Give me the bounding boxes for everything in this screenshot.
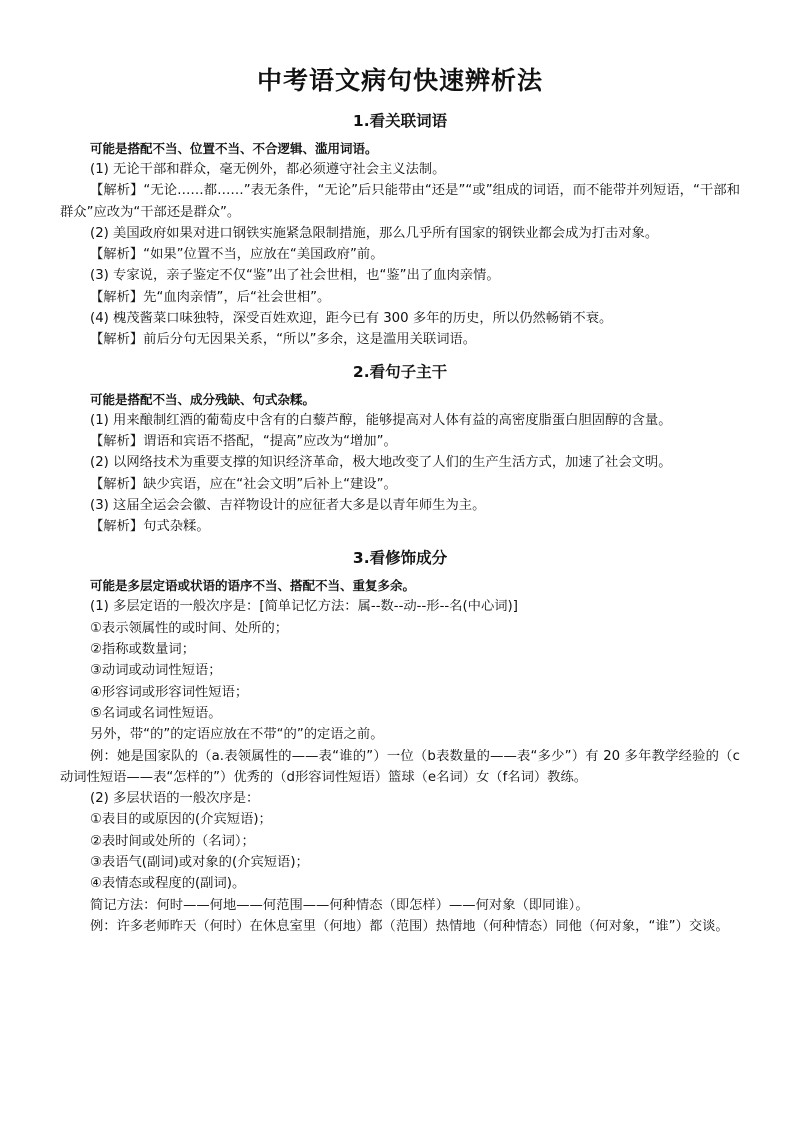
analysis: 【解析】谓语和宾语不搭配，“提高”应改为“增加”。 bbox=[90, 433, 397, 449]
rule-item: ①表目的或原因的(介宾短语)； bbox=[90, 812, 272, 828]
analysis: 【解析】“如果”位置不当，应放在“美国政府”前。 bbox=[90, 247, 384, 263]
section-summary: 可能是多层定语或状语的语序不当、搭配不当、重复多余。 bbox=[90, 578, 416, 594]
section-summary: 可能是搭配不当、位置不当、不合逻辑、滥用词语。 bbox=[90, 141, 378, 156]
rule-item: ②表时间或处所的（名词）； bbox=[90, 833, 255, 849]
section-3 bbox=[60, 547, 740, 937]
rule-item: ③动词或动词性短语； bbox=[90, 663, 222, 679]
analysis: 【解析】缺少宾语，应在“社会文明”后补上“建设”。 bbox=[90, 476, 397, 492]
section-2 bbox=[60, 361, 740, 538]
example-sentence: (3) 专家说，亲子鉴定不仅“鉴”出了社会世相，也“鉴”出了血肉亲情。 bbox=[90, 268, 500, 284]
memory-tip: 简记方法：何时——何地——何范围——何种情态（即怎样）——何对象（即同谁）。 bbox=[90, 897, 589, 913]
example-sentence: (2) 以网络技术为重要支撑的知识经济革命，极大地改变了人们的生产生活方式，加速了社会文明。 bbox=[90, 455, 672, 471]
rule-item: ④表情态或程度的(副词)。 bbox=[90, 876, 246, 892]
rule-item: ②指称或数量词； bbox=[90, 642, 195, 658]
rule-item: ④形容词或形容词性短语； bbox=[90, 684, 249, 700]
section-heading: 3.看修饰成分 bbox=[352, 549, 448, 568]
rule-item: ③表语气(副词)或对象的(介宾短语)； bbox=[90, 855, 309, 871]
example-sentence: 例：她是国家队的（a.表领属性的——表“谁的”）一位（b表数量的——表“多少”）有 20 多年教学经验的（c动词性短语——表“怎样的”）优秀的（d形容词性短语）篮球（e名词）女（f名词）教练。 bbox=[60, 748, 740, 785]
example-sentence: (1) 无论干部和群众，毫无例外，都必须遵守社会主义法制。 bbox=[90, 162, 446, 177]
document-title: 中考语文病句快速辨析法 bbox=[256, 66, 543, 95]
section-1 bbox=[60, 110, 740, 351]
example-sentence: (1) 用来酿制红酒的葡萄皮中含有的白藜芦醇，能够提高对人体有益的高密度脂蛋白胆固醇的含量。 bbox=[90, 412, 672, 428]
analysis: 【解析】句式杂糅。 bbox=[90, 519, 210, 535]
section-summary: 可能是搭配不当、成分残缺、句式杂糅。 bbox=[90, 391, 316, 407]
section-heading: 1.看关联词语 bbox=[352, 112, 448, 130]
example-sentence: 例：许多老师昨天（何时）在休息室里（何地）都（范围）热情地（何种情态）同他（何对象，“谁”）交谈。 bbox=[90, 918, 729, 934]
rule-note: 另外，带“的”的定语应放在不带“的”的定语之前。 bbox=[90, 727, 384, 743]
example-sentence: (3) 这届全运会会徽、吉祥物设计的应征者大多是以青年师生为主。 bbox=[90, 497, 486, 513]
rule-item: ①表示领属性的或时间、处所的； bbox=[90, 620, 289, 636]
analysis: 【解析】先“血肉亲情”，后“社会世相”。 bbox=[90, 289, 331, 305]
rule-item: ⑤名词或名词性短语。 bbox=[90, 705, 222, 721]
rule-heading: (1) 多层定语的一般次序是：[简单记忆方法：属--数--动--形--名(中心词)] bbox=[90, 599, 518, 615]
section-heading: 2.看句子主干 bbox=[352, 362, 448, 381]
example-sentence: (4) 槐茂酱菜口味独特，深受百姓欢迎，距今已有 300 多年的历史，所以仍然畅销不衰。 bbox=[90, 311, 613, 327]
analysis: 【解析】“无论……都……”表无条件，“无论”后只能带由“还是”“或”组成的词语，而不能带并列短语，“干部和群众”应改为“干部还是群众”。 bbox=[60, 183, 740, 220]
analysis: 【解析】前后分句无因果关系，“所以”多余，这是滥用关联词语。 bbox=[90, 332, 477, 348]
example-sentence: (2) 美国政府如果对进口钢铁实施紧急限制措施，那么几乎所有国家的钢铁业都会成为打击对象。 bbox=[90, 225, 659, 241]
document-page bbox=[60, 62, 740, 937]
rule-heading: (2) 多层状语的一般次序是： bbox=[90, 791, 260, 807]
